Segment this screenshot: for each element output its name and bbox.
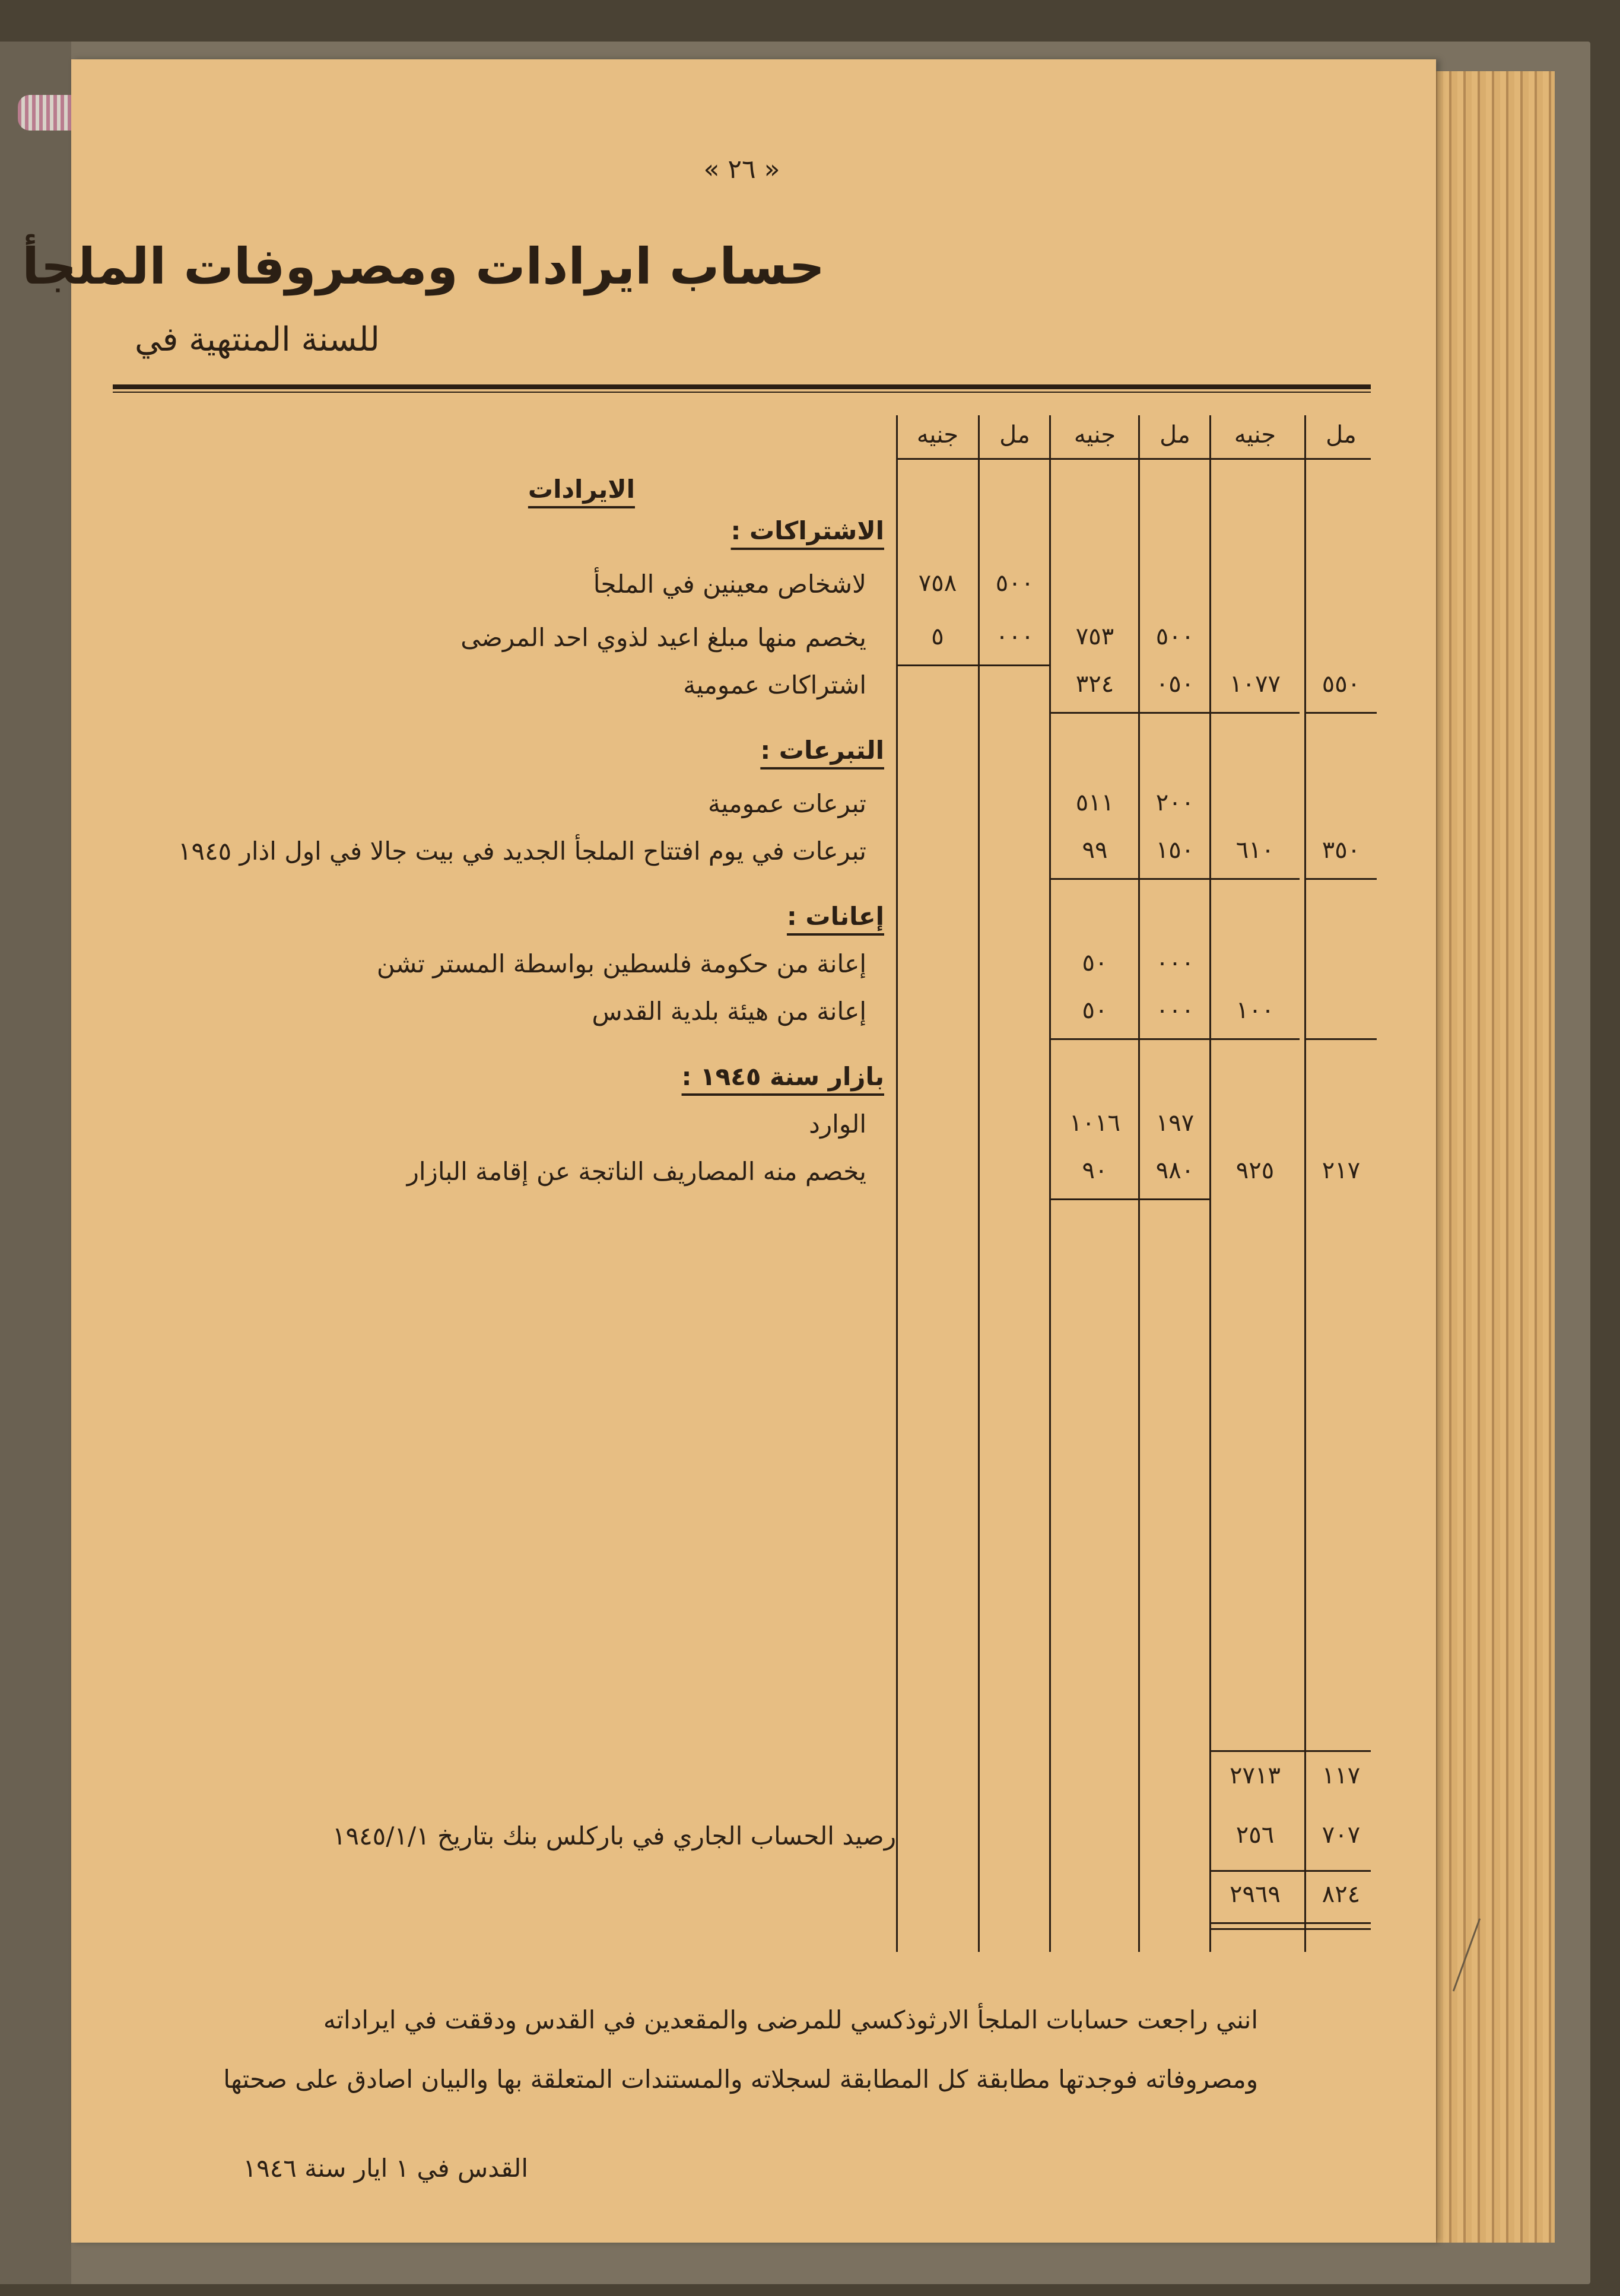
cell-b-mil: ١٥٠ bbox=[1155, 837, 1195, 864]
cell-a-mil: ٥٠٠ bbox=[995, 570, 1034, 597]
cell-c-pound: ٩٢٥ bbox=[1235, 1157, 1275, 1184]
cell-b-pound: ٥٠ bbox=[1082, 949, 1108, 977]
cell-c-pound: ١٠٠ bbox=[1235, 997, 1275, 1024]
cell-a-pound: ٥ bbox=[931, 623, 944, 650]
col-head-a-mil: مل bbox=[999, 421, 1030, 449]
subtotal-line bbox=[1050, 878, 1139, 880]
balance-mil: ٧٠٧ bbox=[1322, 1821, 1361, 1849]
subtotal-line bbox=[1050, 1198, 1139, 1200]
cell-b-pound: ٩٩ bbox=[1082, 837, 1108, 864]
row-label: إعانة من هيئة بلدية القدس bbox=[592, 997, 866, 1026]
cell-c-mil: ٥٥٠ bbox=[1322, 670, 1361, 698]
subtotal-mil: ١١٧ bbox=[1322, 1762, 1361, 1789]
audit-note-line1: انني راجعت حسابات الملجأ الارثوذكسي للمرضى والمقعدين في القدس ودققت في ايراداته bbox=[323, 2005, 1258, 2034]
col-head-a-pound: جنيه bbox=[916, 421, 959, 449]
cell-a-mil: ٠٠٠ bbox=[995, 623, 1034, 650]
col-head-underline bbox=[896, 458, 1371, 460]
section-heading: التبرعات : bbox=[760, 736, 884, 765]
total-rule bbox=[1209, 1870, 1371, 1872]
cell-b-pound: ٣٢٤ bbox=[1075, 670, 1114, 698]
subtotal-line bbox=[1050, 712, 1139, 714]
col-head-c-pound: جنيه bbox=[1234, 421, 1276, 449]
cell-b-mil: ٠٠٠ bbox=[1155, 997, 1195, 1024]
cell-b-mil: ٢٠٠ bbox=[1155, 789, 1195, 816]
cell-b-pound: ٧٥٣ bbox=[1075, 623, 1114, 650]
col-head-c-mil: مل bbox=[1326, 421, 1357, 449]
cell-b-mil: ٠٠٠ bbox=[1155, 949, 1195, 977]
subtotal-line bbox=[1139, 712, 1211, 714]
cell-b-pound: ٥٠ bbox=[1082, 997, 1108, 1024]
cell-b-mil: ٠٥٠ bbox=[1155, 670, 1195, 698]
row-label: لاشخاص معينين في الملجأ bbox=[593, 570, 866, 599]
audit-note-line2: ومصروفاته فوجدتها مطابقة كل المطابقة لسجلاته والمستندات المتعلقة بها والبيان اصادق على صحتها bbox=[223, 2065, 1258, 2094]
row-label: يخصم منه المصاريف الناتجة عن إقامة البازار bbox=[406, 1157, 866, 1186]
balance-label: رصيد الحساب الجاري في باركلس بنك بتاريخ ١٩٤٥/١/١ bbox=[332, 1821, 896, 1850]
subtotal-line bbox=[1211, 1038, 1300, 1040]
cell-b-mil: ٩٨٠ bbox=[1155, 1157, 1195, 1184]
subtotal-line bbox=[896, 664, 979, 666]
total-double-rule bbox=[1209, 1922, 1371, 1924]
subtotal-line bbox=[1211, 878, 1300, 880]
subtotal-line bbox=[1211, 712, 1300, 714]
row-label: الوارد bbox=[809, 1109, 866, 1139]
cell-c-mil: ٢١٧ bbox=[1322, 1157, 1361, 1184]
cell-b-pound: ٩٠ bbox=[1082, 1157, 1108, 1184]
cell-a-pound: ٧٥٨ bbox=[918, 570, 957, 597]
page-number: « ٢٦ » bbox=[703, 154, 780, 185]
header-rule-thick bbox=[113, 384, 1371, 389]
balance-pound: ٢٥٦ bbox=[1235, 1821, 1275, 1849]
row-label: يخصم منها مبلغ اعيد لذوي احد المرضى bbox=[460, 623, 866, 652]
section-heading: إعانات : bbox=[786, 902, 884, 931]
subtotal-pound: ٢٧١٣ bbox=[1230, 1762, 1281, 1789]
subtotal-line bbox=[1305, 1038, 1377, 1040]
subtotal-line bbox=[1305, 878, 1377, 880]
cell-c-mil: ٣٥٠ bbox=[1322, 837, 1361, 864]
page-subtitle: للسنة المنتهية في bbox=[134, 320, 380, 359]
row-label: إعانة من حكومة فلسطين بواسطة المستر تشن bbox=[376, 949, 866, 978]
place-date: القدس في ١ ايار سنة ١٩٤٦ bbox=[243, 2154, 528, 2183]
row-label: اشتراكات عمومية bbox=[683, 670, 866, 699]
subtotal-rule bbox=[1209, 1750, 1371, 1752]
page-title: حساب ايرادات ومصروفات الملجأ bbox=[22, 237, 825, 295]
section-title: الايرادات bbox=[528, 475, 635, 504]
col-head-b-mil: مل bbox=[1160, 421, 1190, 449]
subtotal-line bbox=[1139, 1198, 1211, 1200]
cover-shadow bbox=[0, 42, 71, 2284]
cell-c-pound: ١٠٧٧ bbox=[1230, 670, 1281, 698]
cell-b-pound: ١٠١٦ bbox=[1069, 1109, 1120, 1137]
cell-b-mil: ١٩٧ bbox=[1155, 1109, 1195, 1137]
cell-c-pound: ٦١٠ bbox=[1235, 837, 1275, 864]
subtotal-line bbox=[1139, 1038, 1211, 1040]
subtotal-line bbox=[1139, 878, 1211, 880]
total-double-rule bbox=[1209, 1928, 1371, 1930]
section-heading: بازار سنة ١٩٤٥ : bbox=[681, 1062, 884, 1091]
cell-b-pound: ٥١١ bbox=[1075, 789, 1114, 816]
ledger-page bbox=[22, 59, 1436, 2243]
subtotal-line bbox=[1305, 712, 1377, 714]
total-pound: ٢٩٦٩ bbox=[1230, 1881, 1281, 1908]
subtotal-line bbox=[979, 664, 1050, 666]
cell-b-mil: ٥٠٠ bbox=[1155, 623, 1195, 650]
col-head-b-pound: جنيه bbox=[1073, 421, 1116, 449]
subtotal-line bbox=[1050, 1038, 1139, 1040]
section-heading: الاشتراكات : bbox=[730, 516, 884, 545]
row-label: تبرعات في يوم افتتاح الملجأ الجديد في بيت جالا في اول اذار ١٩٤٥ bbox=[177, 837, 866, 866]
total-mil: ٨٢٤ bbox=[1322, 1881, 1361, 1908]
row-label: تبرعات عمومية bbox=[707, 789, 866, 818]
header-rule-thin bbox=[113, 392, 1371, 393]
